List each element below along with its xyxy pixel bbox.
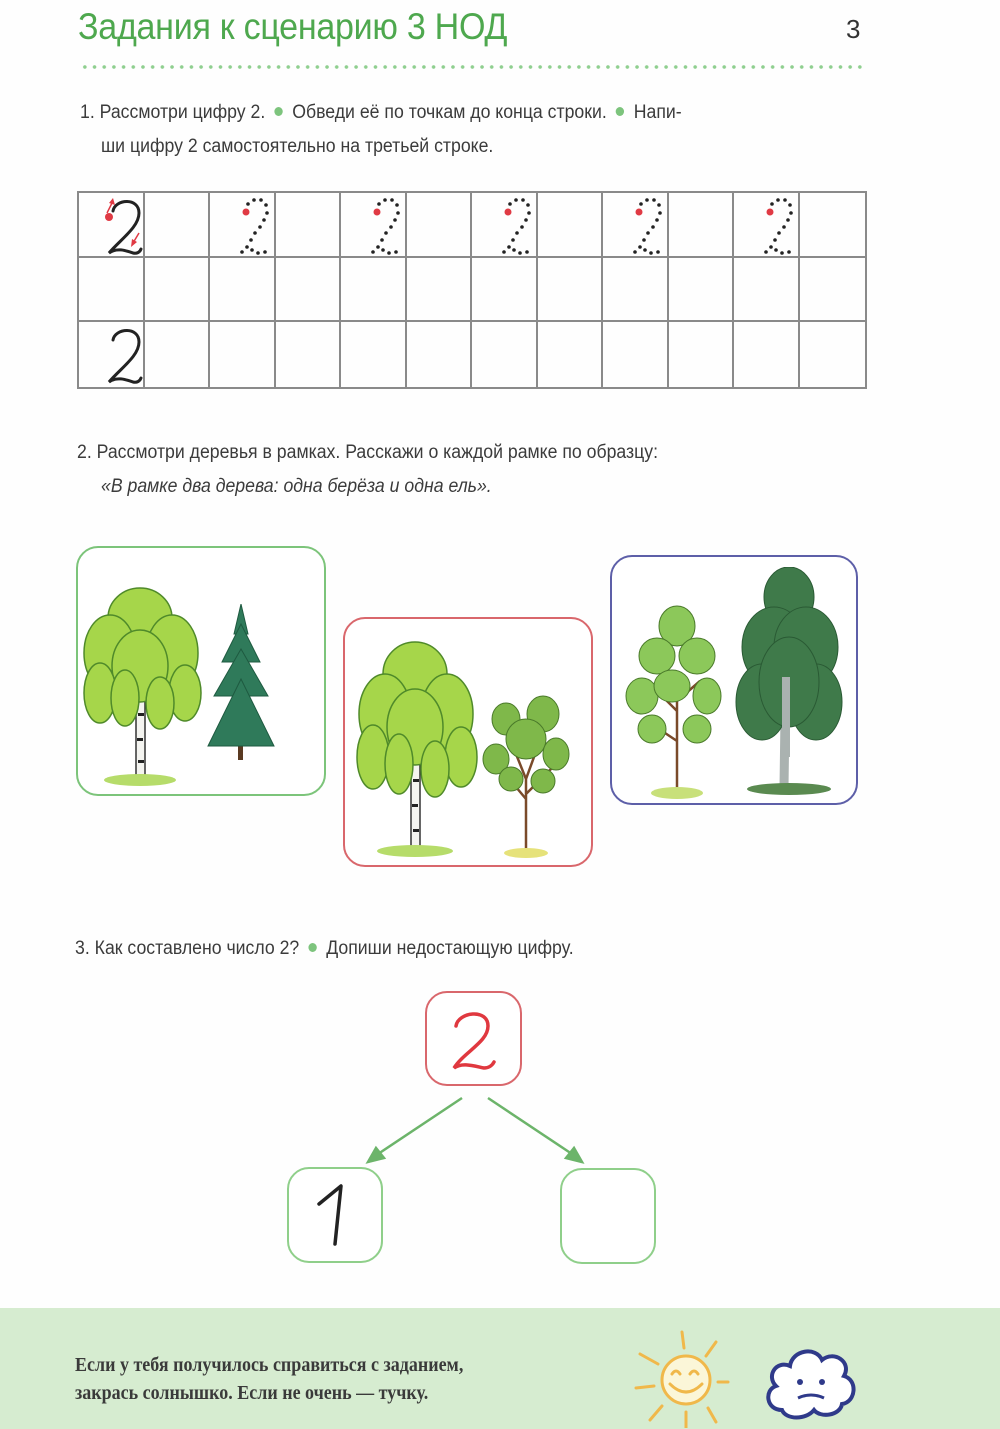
grid-cell-r3-c4[interactable] <box>276 322 342 387</box>
grid-cell-r1-c12[interactable] <box>800 193 866 258</box>
page-title: Задания к сценарию 3 НОД <box>78 6 508 47</box>
task1-line2: ши цифру 2 самостоятельно на третьей строке. <box>101 136 494 157</box>
bullet-icon <box>616 107 624 116</box>
page-number: 3 <box>846 14 861 44</box>
grid-cell-r1-c1 <box>79 193 145 258</box>
grid-cell-r3-c10[interactable] <box>669 322 735 387</box>
grid-cell-r3-c2[interactable] <box>145 322 211 387</box>
grid-cell-r2-c2[interactable] <box>145 258 211 323</box>
sample-digit-two-icon <box>99 324 143 386</box>
grid-cell-r2-c11[interactable] <box>734 258 800 323</box>
grid-cell-r2-c8[interactable] <box>538 258 604 323</box>
grid-cell-r3-c1 <box>79 322 145 387</box>
grid-cell-r2-c6[interactable] <box>407 258 473 323</box>
writing-grid <box>77 191 867 389</box>
bullet-icon <box>309 943 317 952</box>
footer-line2: закрась солнышко. Если не очень — тучку. <box>75 1382 429 1404</box>
task1-part3: Напи- <box>633 102 682 123</box>
grid-cell-r3-c9[interactable] <box>603 322 669 387</box>
tree-frame-green <box>76 546 326 796</box>
footer-line1: Если у тебя получилось справиться с заданием, <box>75 1354 464 1376</box>
dotted-digit-two-icon <box>365 195 405 257</box>
dotted-divider <box>80 64 865 70</box>
task2-line1 <box>77 436 658 470</box>
grid-cell-r2-c5[interactable] <box>341 258 407 323</box>
dotted-digit-two-icon <box>758 195 798 257</box>
sun-icon[interactable] <box>628 1328 744 1428</box>
grid-cell-r3-c11[interactable] <box>734 322 800 387</box>
grid-cell-r2-c3[interactable] <box>210 258 276 323</box>
grid-cell-r1-c2[interactable] <box>145 193 211 258</box>
grid-cell-r1-c10[interactable] <box>669 193 735 258</box>
task3-line <box>75 932 574 966</box>
grid-cell-r2-c12[interactable] <box>800 258 866 323</box>
task3-number: 3. <box>75 938 90 959</box>
dotted-digit-two-icon <box>234 195 274 257</box>
birch-tree-icon <box>80 578 210 788</box>
spruce-tree-icon <box>206 604 276 764</box>
grid-cell-r3-c8[interactable] <box>538 322 604 387</box>
task1-line1 <box>80 96 682 130</box>
birch-tree-icon <box>353 629 483 859</box>
grid-cell-r1-c9 <box>603 193 669 258</box>
grid-cell-r1-c6[interactable] <box>407 193 473 258</box>
split-arrows-icon <box>350 1090 600 1170</box>
number-box-part-right-empty[interactable] <box>560 1168 656 1264</box>
digit-one-icon <box>315 1182 355 1248</box>
grid-cell-r3-c6[interactable] <box>407 322 473 387</box>
stroke-direction-arrows-icon <box>99 195 143 257</box>
task2-number: 2. <box>77 442 92 463</box>
grid-cell-r3-c5[interactable] <box>341 322 407 387</box>
tree-frame-blue <box>610 555 858 805</box>
grid-cell-r3-c7[interactable] <box>472 322 538 387</box>
bullet-icon <box>275 107 283 116</box>
grid-cell-r1-c11 <box>734 193 800 258</box>
grid-cell-r1-c8[interactable] <box>538 193 604 258</box>
task1-part1: Рассмотри цифру 2. <box>99 102 266 123</box>
tree-frame-red <box>343 617 593 867</box>
number-box-part-left <box>287 1167 383 1263</box>
young-tree-icon <box>481 679 571 859</box>
digit-two-red-icon <box>444 1004 504 1074</box>
self-assessment-text <box>75 1351 463 1407</box>
dotted-digit-two-icon <box>627 195 667 257</box>
young-tree-icon <box>622 601 722 801</box>
grid-cell-r1-c5 <box>341 193 407 258</box>
grid-cell-r1-c4[interactable] <box>276 193 342 258</box>
task3-part2: Допиши недостающую цифру. <box>326 938 574 959</box>
task3-part1: Как составлено число 2? <box>94 938 300 959</box>
grid-cell-r1-c7 <box>472 193 538 258</box>
task1-number: 1. <box>80 102 95 123</box>
grid-cell-r3-c12[interactable] <box>800 322 866 387</box>
poplar-tree-icon <box>734 567 844 797</box>
grid-cell-r2-c9[interactable] <box>603 258 669 323</box>
number-box-total <box>425 991 522 1086</box>
task2-text: Рассмотри деревья в рамках. Расскажи о каждой рамке по образцу: <box>96 442 659 463</box>
grid-cell-r2-c1[interactable] <box>79 258 145 323</box>
grid-cell-r2-c4[interactable] <box>276 258 342 323</box>
grid-cell-r2-c7[interactable] <box>472 258 538 323</box>
dotted-digit-two-icon <box>496 195 536 257</box>
grid-cell-r3-c3[interactable] <box>210 322 276 387</box>
grid-cell-r1-c3 <box>210 193 276 258</box>
cloud-icon[interactable] <box>760 1340 860 1420</box>
grid-cell-r2-c10[interactable] <box>669 258 735 323</box>
task2-sample-sentence: «В рамке два дерева: одна берёза и одна ель». <box>101 476 492 497</box>
task1-part2: Обведи её по точкам до конца строки. <box>292 102 607 123</box>
